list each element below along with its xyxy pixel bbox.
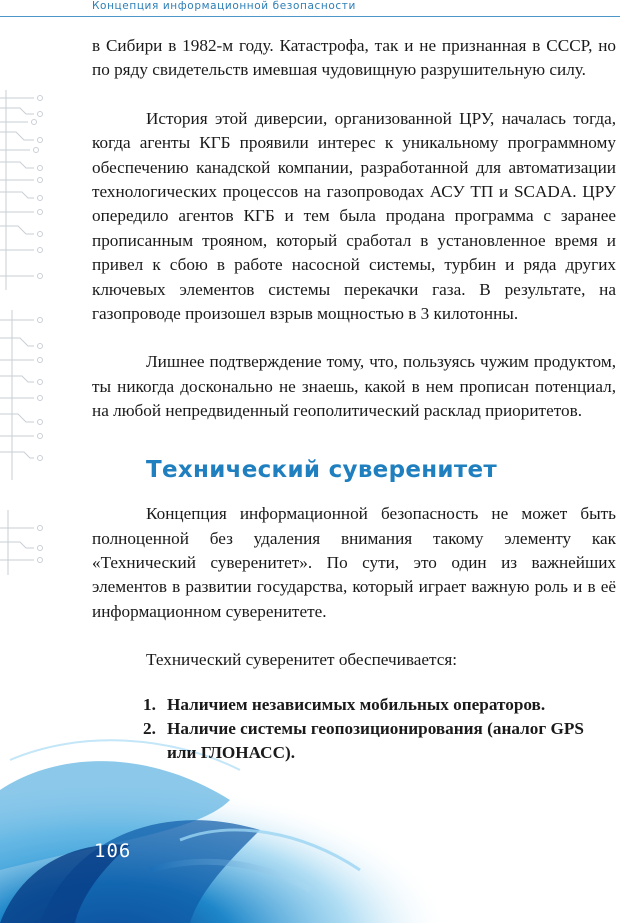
section-heading: Технический суверенитет <box>146 456 498 483</box>
paragraph: Лишнее подтверждение тому, что, пользуясь чужим продуктом, ты никогда досконально не знаешь, какой в нем прописан потенциал, на любой непредвиденный геополитический расклад приоритетов. <box>92 352 616 421</box>
list-number: 1. <box>143 694 156 714</box>
numbered-list <box>92 693 616 766</box>
header-rule <box>0 16 620 17</box>
page-body <box>92 34 616 766</box>
list-text: Наличием независимых мобильных операторов. <box>167 694 546 714</box>
list-item <box>92 717 616 766</box>
list-text: Наличие системы геопозиционирования (аналог GPS или ГЛОНАСС). <box>167 718 584 763</box>
paragraph: Концепция информационной безопасность не может быть полноценной без удаления внимания такому элементу как «Технический суверенитет». По сути, это один из важнейших элементов в развитии государства, который играет важную роль и в её информационном суверенитете. <box>92 504 616 621</box>
list-number: 2. <box>143 718 156 738</box>
list-item <box>92 693 616 717</box>
circuit-decoration <box>0 80 62 580</box>
paragraph: История этой диверсии, организованной ЦРУ, началась тогда, когда агенты КГБ проявили интерес к уникальному программному обеспечению канадской компании, разработанной для автоматизации технологических процессов на газопроводах АСУ ТП и SCADA. ЦРУ опередило агентов КГБ и тем была продана программа с заранее прописанным трояном, который сработал в установленное время и привел к сбою в работе насосной системы, турбин и ряда других ключевых элементов системы перекачки газа. В результате, на газопроводе произошел взрыв мощностью в 3 килотонны. <box>92 108 616 324</box>
running-header <box>0 0 620 18</box>
header-title: Концепция информационной безопасности <box>92 0 356 12</box>
paragraph: в Сибири в 1982-м году. Катастрофа, так и не признанная в СССР, но по ряду свидетельств имевшая чудовищную разрушительную силу. <box>92 36 616 80</box>
paragraph: Технический суверенитет обеспечивается: <box>146 650 458 670</box>
page-number: 106 <box>94 840 132 862</box>
